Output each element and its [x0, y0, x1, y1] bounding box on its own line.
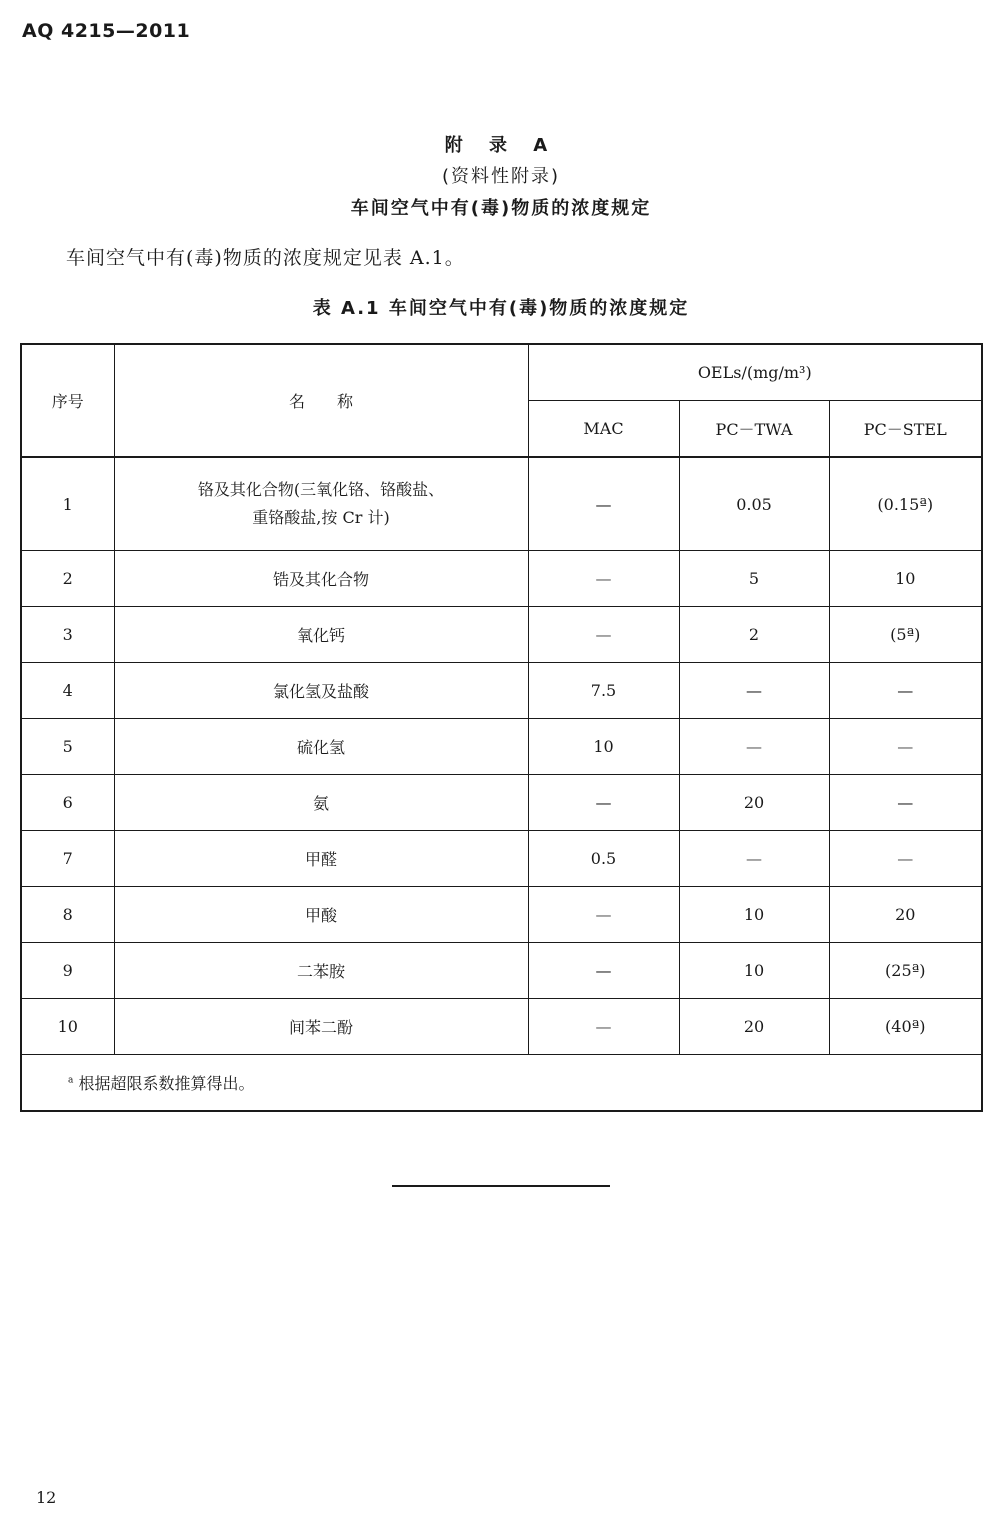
table-row — [21, 719, 982, 775]
cell-twa: — — [679, 663, 829, 719]
cell-mac: — — [528, 887, 679, 943]
cell-mac: — — [528, 607, 679, 663]
document-code: AQ 4215—2011 — [22, 20, 191, 42]
cell-stel: (5ª) — [829, 607, 982, 663]
cell-mac: 0.5 — [528, 831, 679, 887]
cell-name — [114, 457, 528, 551]
cell-name: 甲酸 — [114, 887, 528, 943]
cell-no: 9 — [21, 943, 114, 999]
cell-name: 锆及其化合物 — [114, 551, 528, 607]
table-footnote-row — [21, 1055, 982, 1112]
cell-mac: — — [528, 551, 679, 607]
header-no: 序号 — [21, 344, 114, 457]
cell-stel: 10 — [829, 551, 982, 607]
cell-twa: — — [679, 719, 829, 775]
cell-stel: (25ª) — [829, 943, 982, 999]
cell-name-line: 重铬酸盐,按 Cr 计) — [252, 508, 390, 527]
table-row — [21, 887, 982, 943]
cell-twa: 0.05 — [679, 457, 829, 551]
footnote-mark: a — [68, 1075, 74, 1086]
cell-stel: (40ª) — [829, 999, 982, 1055]
header-stel: PC－STEL — [829, 401, 982, 458]
cell-no: 7 — [21, 831, 114, 887]
cell-mac: — — [528, 775, 679, 831]
table-row — [21, 943, 982, 999]
intro-paragraph: 车间空气中有(毒)物质的浓度规定见表 A.1。 — [66, 247, 465, 269]
table-row — [21, 999, 982, 1055]
header-twa: PC－TWA — [679, 401, 829, 458]
header-oels: OELs/(mg/m³) — [528, 344, 982, 401]
cell-name: 间苯二酚 — [114, 999, 528, 1055]
cell-name: 硫化氢 — [114, 719, 528, 775]
cell-name: 甲醛 — [114, 831, 528, 887]
table-row — [21, 551, 982, 607]
table-row — [21, 831, 982, 887]
page-number: 12 — [36, 1488, 57, 1507]
table-row — [21, 607, 982, 663]
cell-twa: 20 — [679, 775, 829, 831]
cell-twa: 20 — [679, 999, 829, 1055]
cell-name: 二苯胺 — [114, 943, 528, 999]
cell-twa: 5 — [679, 551, 829, 607]
cell-twa: 10 — [679, 887, 829, 943]
table-footnote — [21, 1055, 982, 1112]
table-header-row — [21, 344, 982, 401]
header-name: 名 称 — [114, 344, 528, 457]
cell-stel: 20 — [829, 887, 982, 943]
table-row — [21, 457, 982, 551]
cell-no: 6 — [21, 775, 114, 831]
cell-twa: 10 — [679, 943, 829, 999]
cell-stel: — — [829, 719, 982, 775]
cell-no: 2 — [21, 551, 114, 607]
cell-no: 1 — [21, 457, 114, 551]
header-mac: MAC — [528, 401, 679, 458]
cell-stel: — — [829, 775, 982, 831]
cell-name: 氯化氢及盐酸 — [114, 663, 528, 719]
cell-no: 8 — [21, 887, 114, 943]
table-row — [21, 775, 982, 831]
cell-stel: — — [829, 831, 982, 887]
cell-name: 氧化钙 — [114, 607, 528, 663]
cell-twa: 2 — [679, 607, 829, 663]
cell-stel: — — [829, 663, 982, 719]
appendix-title: 车间空气中有(毒)物质的浓度规定 — [350, 198, 652, 219]
cell-mac: — — [528, 999, 679, 1055]
cell-name: 氨 — [114, 775, 528, 831]
cell-mac: 7.5 — [528, 663, 679, 719]
cell-mac: 10 — [528, 719, 679, 775]
end-rule — [392, 1185, 610, 1187]
cell-no: 4 — [21, 663, 114, 719]
table-caption: 表 A.1 车间空气中有(毒)物质的浓度规定 — [312, 298, 690, 319]
cell-mac: — — [528, 457, 679, 551]
cell-stel: (0.15ª) — [829, 457, 982, 551]
footnote-text: 根据超限系数推算得出。 — [78, 1074, 255, 1093]
appendix-label: 附 录 A — [444, 135, 558, 156]
cell-no: 10 — [21, 999, 114, 1055]
cell-mac: — — [528, 943, 679, 999]
appendix-type: (资料性附录) — [441, 166, 561, 187]
cell-no: 5 — [21, 719, 114, 775]
concentration-table — [20, 343, 983, 1112]
table-row — [21, 663, 982, 719]
cell-twa: — — [679, 831, 829, 887]
cell-no: 3 — [21, 607, 114, 663]
cell-name-line: 铬及其化合物(三氧化铬、铬酸盐、 — [197, 480, 445, 499]
